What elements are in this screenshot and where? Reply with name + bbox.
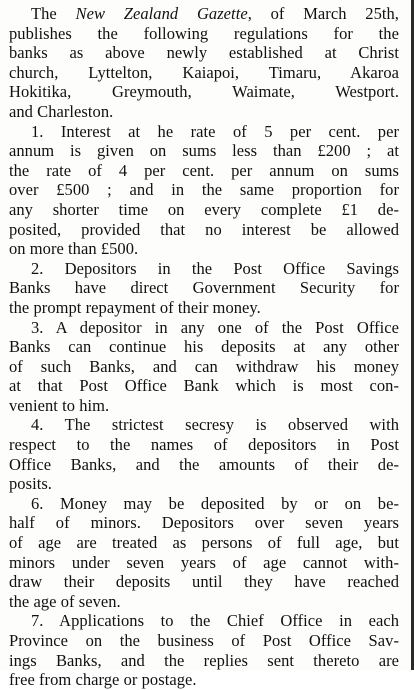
rule-4-paragraph [9, 415, 399, 493]
intro-line-1-rest: , of March 25th, [247, 4, 399, 23]
rule-line: Banks can continue his deposits at any other [9, 337, 399, 357]
rule-line: annum is given on sums less than £200 ; at [9, 141, 399, 161]
intro-line: church, Lyttelton, Kaiapoi, Timaru, Akaroa [9, 62, 399, 82]
rule-2-paragraph [9, 259, 399, 318]
intro-line: publishes the following regulations for the [9, 23, 399, 43]
rule-line: free from charge or postage. [9, 670, 197, 690]
gazette-title: New Zealand Gazette [75, 4, 248, 23]
intro-lead: The [31, 4, 76, 23]
rule-line: minors under seven years of age cannot with- [9, 552, 399, 572]
rule-line: the prompt repayment of their money. [9, 297, 261, 317]
rule-line: Province on the business of Post Office Sav- [9, 631, 399, 650]
rule-7-paragraph [9, 611, 399, 689]
rule-line: ings Banks, and the replies sent thereto are [9, 650, 399, 670]
rule-line: posits. [9, 474, 52, 494]
rule-line: on more than £500. [9, 239, 139, 259]
rule-line: Office Banks, and the amounts of their de- [9, 454, 399, 474]
intro-line: and Charleston. [9, 101, 114, 121]
intro-line: Hokitika, Greymouth, Waimate, Westport. [9, 82, 399, 102]
intro-line-1 [9, 4, 399, 24]
rule-line: 6. Money may be deposited by or on be- [31, 493, 399, 513]
rule-line: 2. Depositors in the Post Office Savings [31, 258, 399, 278]
rule-line: 4. The strictest secresy is observed with [31, 415, 399, 435]
rule-line: respect to the names of depositors in Post [9, 435, 399, 455]
rule-line: any shorter time on every complete £1 de- [9, 199, 399, 219]
rule-line: over £500 ; and in the same proportion for [9, 180, 399, 200]
rule-line: of such Banks, and can withdraw his money [9, 356, 399, 376]
rule-line: Banks have direct Government Security for [9, 278, 399, 298]
rule-line: the age of seven. [9, 591, 121, 611]
rule-line: of age are treated as persons of full age, but [9, 533, 399, 553]
rule-line: posited, provided that no interest be allowed [9, 219, 399, 239]
intro-paragraph [9, 4, 399, 122]
rule-line: 1. Interest at he rate of 5 per cent. per [31, 121, 399, 141]
rule-line: 3. A depositor in any one of the Post Office [31, 317, 399, 337]
rule-line: the rate of 4 per cent. per annum on sums [9, 160, 399, 180]
rule-line: at that Post Office Bank which is most con- [9, 376, 399, 396]
rule-line: venient to him. [9, 395, 110, 415]
rule-1-paragraph [9, 122, 399, 259]
intro-line: banks as above newly established at Christ [9, 43, 399, 63]
rule-6-paragraph [9, 494, 399, 612]
rule-line: half of minors. Depositors over seven years [9, 513, 399, 533]
rule-line: 7. Applications to the Chief Office in each [31, 611, 399, 631]
rule-3-paragraph [9, 318, 399, 416]
article-column [9, 4, 399, 690]
rule-line: draw their deposits until they have reached [9, 572, 399, 592]
